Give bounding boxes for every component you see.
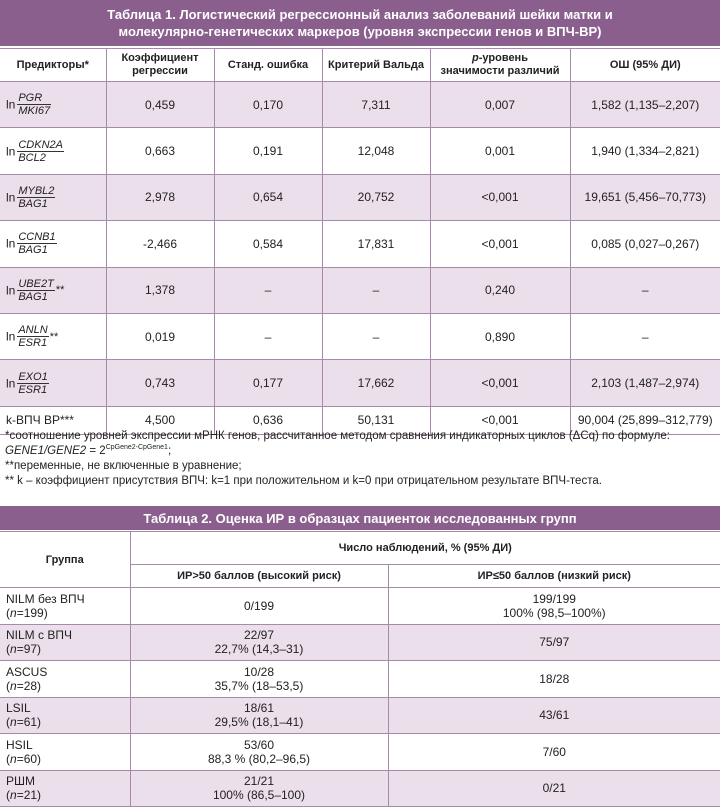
coefficient-cell: 0,019 <box>106 313 214 359</box>
std-error-cell: – <box>214 313 322 359</box>
high-risk-cell-count: 21/21 <box>131 774 388 788</box>
p-value-cell: <0,001 <box>430 406 570 434</box>
high-risk-cell-count: 53/60 <box>131 738 388 752</box>
high-risk-cell-percent: 22,7% (14,3–31) <box>131 642 388 656</box>
odds-ratio-cell: 0,085 (0,027–0,267) <box>570 221 720 267</box>
gene-denominator: BAG1 <box>17 291 54 303</box>
table2-row <box>0 624 720 661</box>
gene-denominator: ESR1 <box>17 384 48 396</box>
header-coefficient <box>106 49 214 82</box>
odds-ratio-cell: – <box>570 313 720 359</box>
header-high-risk: ИР>50 баллов (высокий риск) <box>130 565 388 588</box>
low-risk-cell-percent: 100% (98,5–100%) <box>389 606 720 620</box>
odds-ratio-cell: 2,103 (1,487–2,974) <box>570 360 720 406</box>
group-name: NILM без ВПЧ <box>6 592 130 606</box>
table2-row <box>0 588 720 625</box>
gene-numerator: EXO1 <box>17 371 48 384</box>
coefficient-cell: 0,459 <box>106 82 214 128</box>
high-risk-cell-percent: 35,7% (18–53,5) <box>131 679 388 693</box>
group-size-value: =199) <box>17 606 48 620</box>
low-risk-cell-count: 7/60 <box>389 745 720 759</box>
footnote-3: ** k – коэффициент присутствия ВПЧ: k=1 при положительном и k=0 при отрицательном результате ВПЧ-теста. <box>5 474 715 489</box>
high-risk-cell <box>130 734 388 771</box>
table1-regression <box>0 48 720 435</box>
footnote-2: **переменные, не включенные в уравнение; <box>5 459 715 474</box>
header-p-rest: -уровень <box>479 52 528 64</box>
group-size-value: =60) <box>17 752 41 766</box>
footnote-formula <box>5 444 715 459</box>
high-risk-cell-count: 22/97 <box>131 628 388 642</box>
group-name: ASCUS <box>6 665 130 679</box>
group-cell <box>0 697 130 734</box>
low-risk-cell-count: 0/21 <box>389 781 720 795</box>
wald-cell: 12,048 <box>322 128 430 174</box>
gene-denominator: BCL2 <box>17 152 64 164</box>
table2-row <box>0 697 720 734</box>
high-risk-cell <box>130 697 388 734</box>
group-cell <box>0 770 130 807</box>
table1-title <box>0 0 720 46</box>
gene-numerator: CCNB1 <box>17 231 56 244</box>
wald-cell: 7,311 <box>322 82 430 128</box>
table2-title: Таблица 2. Оценка ИР в образцах пациенток исследованных групп <box>0 506 720 530</box>
group-cell <box>0 624 130 661</box>
gene-numerator: CDKN2A <box>17 139 64 152</box>
predictor-cell <box>0 82 106 128</box>
table1-row <box>0 128 720 174</box>
std-error-cell: 0,636 <box>214 406 322 434</box>
wald-cell: 20,752 <box>322 174 430 220</box>
std-error-cell: 0,170 <box>214 82 322 128</box>
table1-row <box>0 221 720 267</box>
std-error-cell: – <box>214 267 322 313</box>
low-risk-cell <box>388 697 720 734</box>
group-size-open: ( <box>6 752 10 766</box>
std-error-cell: 0,191 <box>214 128 322 174</box>
ln-label: ln <box>6 283 15 297</box>
gene-numerator: UBE2T <box>17 278 54 291</box>
table1-title-line1: Таблица 1. Логистический регрессионный анализ заболеваний шейки матки и <box>0 6 720 23</box>
ln-label: ln <box>6 190 15 204</box>
table1-row <box>0 267 720 313</box>
high-risk-cell-count: 10/28 <box>131 665 388 679</box>
ln-label: ln <box>6 237 15 251</box>
group-size-open: ( <box>6 606 10 620</box>
predictor-cell <box>0 128 106 174</box>
p-value-cell: 0,240 <box>430 267 570 313</box>
group-cell <box>0 588 130 625</box>
ln-label: ln <box>6 376 15 390</box>
group-size-value: =28) <box>17 679 41 693</box>
p-value-cell: 0,007 <box>430 82 570 128</box>
group-cell <box>0 734 130 771</box>
header-low-risk: ИР≤50 баллов (низкий риск) <box>388 565 720 588</box>
wald-cell: – <box>322 267 430 313</box>
gene-denominator: BAG1 <box>17 244 56 256</box>
gene-denominator: MKI67 <box>17 105 51 117</box>
group-size <box>6 642 130 656</box>
group-size-value: =61) <box>17 715 41 729</box>
low-risk-cell <box>388 588 720 625</box>
table1-row <box>0 82 720 128</box>
low-risk-cell <box>388 661 720 698</box>
formula-eq: = 2 <box>86 445 106 457</box>
header-p-value <box>430 49 570 82</box>
group-name: NILM с ВПЧ <box>6 628 130 642</box>
table2-row <box>0 734 720 771</box>
gene-ratio <box>17 371 48 396</box>
coefficient-cell: 0,743 <box>106 360 214 406</box>
ln-label: ln <box>6 98 15 112</box>
low-risk-cell <box>388 624 720 661</box>
ln-label: ln <box>6 330 15 344</box>
p-value-cell: 0,890 <box>430 313 570 359</box>
gene-numerator: ANLN <box>17 324 48 337</box>
gene-denominator: BAG1 <box>17 198 55 210</box>
gene-ratio <box>17 231 56 256</box>
table1-footnotes <box>5 429 715 489</box>
predictor-cell <box>0 174 106 220</box>
coefficient-cell: -2,466 <box>106 221 214 267</box>
group-size <box>6 715 130 729</box>
std-error-cell: 0,177 <box>214 360 322 406</box>
low-risk-cell-count: 43/61 <box>389 708 720 722</box>
p-value-cell: <0,001 <box>430 174 570 220</box>
group-size-open: ( <box>6 679 10 693</box>
group-size <box>6 752 130 766</box>
group-cell <box>0 661 130 698</box>
header-odds-ratio: ОШ (95% ДИ) <box>570 49 720 82</box>
footnote-marker: ** <box>50 331 59 343</box>
table2-row <box>0 661 720 698</box>
odds-ratio-cell: – <box>570 267 720 313</box>
odds-ratio-cell: 90,004 (25,899–312,779) <box>570 406 720 434</box>
group-name: LSIL <box>6 701 130 715</box>
high-risk-cell <box>130 770 388 807</box>
odds-ratio-cell: 1,940 (1,334–2,821) <box>570 128 720 174</box>
group-size-letter: n <box>10 788 17 802</box>
coefficient-cell: 0,663 <box>106 128 214 174</box>
group-size-letter: n <box>10 679 17 693</box>
footnote-marker: ** <box>56 284 65 296</box>
gene-numerator: PGR <box>17 92 51 105</box>
low-risk-cell <box>388 770 720 807</box>
table1-row <box>0 313 720 359</box>
high-risk-cell-percent: 88,3 % (80,2–96,5) <box>131 752 388 766</box>
group-size-letter: n <box>10 642 17 656</box>
std-error-cell: 0,654 <box>214 174 322 220</box>
odds-ratio-cell: 1,582 (1,135–2,207) <box>570 82 720 128</box>
coefficient-cell: 4,500 <box>106 406 214 434</box>
group-size-value: =97) <box>17 642 41 656</box>
group-size-letter: n <box>10 606 17 620</box>
std-error-cell: 0,584 <box>214 221 322 267</box>
group-size-open: ( <box>6 715 10 729</box>
group-size-open: ( <box>6 642 10 656</box>
p-value-cell: 0,001 <box>430 128 570 174</box>
group-size <box>6 679 130 693</box>
header-coefficient-line2: регрессии <box>132 65 188 77</box>
table2-row <box>0 770 720 807</box>
group-size-open: ( <box>6 788 10 802</box>
table1-title-line2: молекулярно-генетических маркеров (уровня экспрессии генов и ВПЧ-ВР) <box>0 23 720 40</box>
wald-cell: 17,831 <box>322 221 430 267</box>
coefficient-cell: 1,378 <box>106 267 214 313</box>
wald-cell: – <box>322 313 430 359</box>
group-name: HSIL <box>6 738 130 752</box>
high-risk-cell <box>130 661 388 698</box>
high-risk-cell-percent: 100% (86,5–100) <box>131 788 388 802</box>
group-name: РШМ <box>6 774 130 788</box>
gene-numerator: MYBL2 <box>17 185 55 198</box>
gene-ratio <box>17 324 48 349</box>
high-risk-cell-count: 0/199 <box>131 599 388 613</box>
table2-risk-index <box>0 531 720 807</box>
predictor-cell <box>0 360 106 406</box>
header-observations: Число наблюдений, % (95% ДИ) <box>130 532 720 565</box>
header-coefficient-line1: Коэффициент <box>121 52 198 64</box>
high-risk-cell-percent: 29,5% (18,1–41) <box>131 715 388 729</box>
table1-row <box>0 174 720 220</box>
table1-row <box>0 360 720 406</box>
coefficient-cell: 2,978 <box>106 174 214 220</box>
gene-ratio <box>17 92 51 117</box>
group-size-value: =21) <box>17 788 41 802</box>
group-size <box>6 788 130 802</box>
odds-ratio-cell: 19,651 (5,456–70,773) <box>570 174 720 220</box>
predictor-cell <box>0 313 106 359</box>
high-risk-cell <box>130 588 388 625</box>
gene-ratio <box>17 139 64 164</box>
table2-header-row1 <box>0 532 720 565</box>
formula-exponent: CpGene2-CpGene1 <box>106 444 168 451</box>
low-risk-cell-count: 18/28 <box>389 672 720 686</box>
table1-header-row <box>0 49 720 82</box>
wald-cell: 50,131 <box>322 406 430 434</box>
predictor-cell <box>0 267 106 313</box>
formula-end: ; <box>168 445 171 457</box>
wald-cell: 17,662 <box>322 360 430 406</box>
header-wald: Критерий Вальда <box>322 49 430 82</box>
header-p-line2: значимости различий <box>441 65 560 77</box>
header-predictors: Предикторы* <box>0 49 106 82</box>
header-group: Группа <box>0 532 130 588</box>
high-risk-cell <box>130 624 388 661</box>
p-value-cell: <0,001 <box>430 221 570 267</box>
predictor-cell: k-ВПЧ ВР*** <box>0 406 106 434</box>
high-risk-cell-count: 18/61 <box>131 701 388 715</box>
formula-genes: GENE1/GENE2 <box>5 445 86 457</box>
low-risk-cell-count: 75/97 <box>389 635 720 649</box>
gene-ratio <box>17 185 55 210</box>
low-risk-cell-count: 199/199 <box>389 592 720 606</box>
group-size-letter: n <box>10 715 17 729</box>
ln-label: ln <box>6 144 15 158</box>
header-std-error: Станд. ошибка <box>214 49 322 82</box>
predictor-cell <box>0 221 106 267</box>
gene-ratio <box>17 278 54 303</box>
low-risk-cell <box>388 734 720 771</box>
gene-denominator: ESR1 <box>17 337 48 349</box>
group-size-letter: n <box>10 752 17 766</box>
footnote-1: *соотношение уровней экспрессии мРНК генов, рассчитанное методом сравнения индикаторных циклов (ΔCq) по формуле: <box>5 429 715 444</box>
p-value-cell: <0,001 <box>430 360 570 406</box>
group-size <box>6 606 130 620</box>
header-p-letter: p <box>472 52 479 64</box>
